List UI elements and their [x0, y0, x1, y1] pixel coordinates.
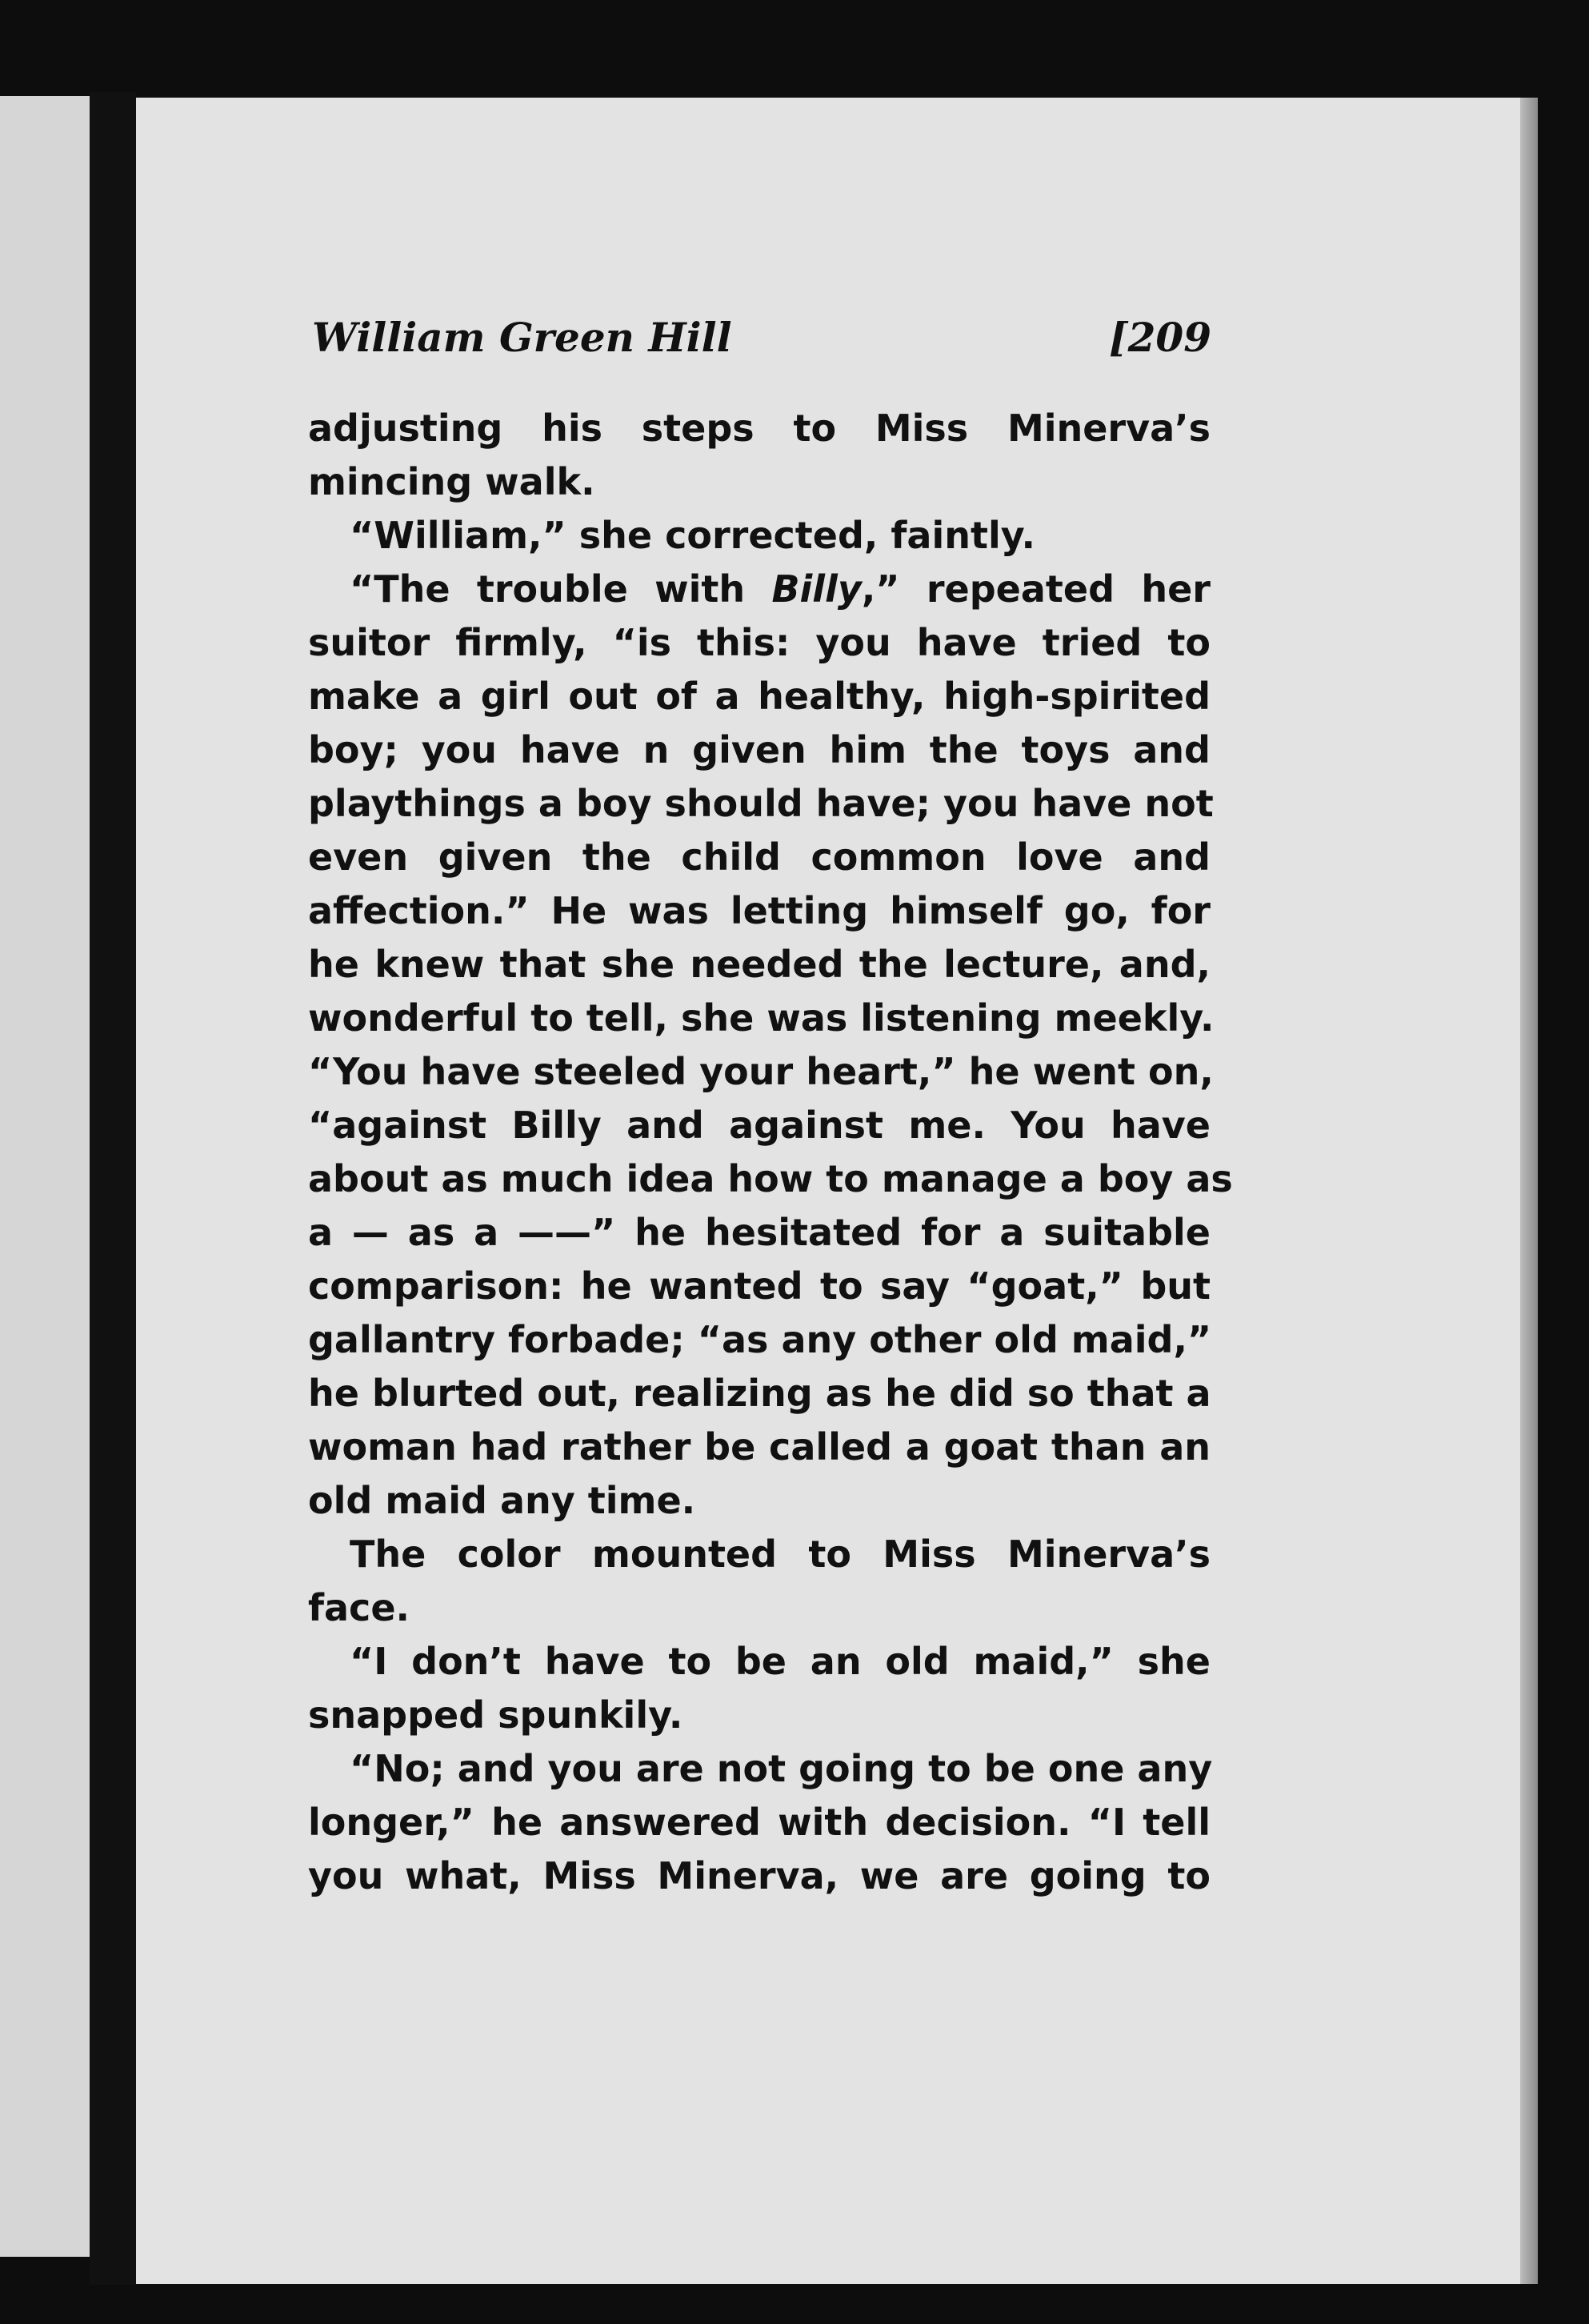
text-line: playthings a boy should have; you have not — [308, 782, 1214, 825]
text-fragment: “The trouble with — [350, 567, 772, 611]
italic-name: Billy — [771, 567, 862, 611]
page-number: [209 — [1108, 314, 1211, 361]
text-line: “No; and you are not going to be one any — [350, 1747, 1213, 1790]
text-line: The color mounted to Miss Minerva’s — [350, 1533, 1211, 1576]
text-line: comparison: he wanted to say “goat,” but — [308, 1264, 1211, 1308]
running-title: William Green Hill — [312, 314, 732, 361]
text-line: he knew that she needed the lecture, and, — [308, 943, 1211, 986]
text-line: suitor firmly, “is this: you have tried to — [308, 621, 1211, 664]
text-line: adjusting his steps to Miss Minerva’s — [308, 407, 1211, 450]
page-header — [312, 314, 1211, 378]
text-line: “against Billy and against me. You have — [308, 1104, 1211, 1147]
text-line: woman had rather be called a goat than an — [308, 1425, 1211, 1469]
text-line: a — as a ——” he hesitated for a suitable — [308, 1211, 1211, 1254]
text-line: about as much idea how to manage a boy as — [308, 1157, 1233, 1200]
book-spine — [90, 92, 136, 2285]
text-line — [308, 563, 1211, 616]
text-line: you what, Miss Minerva, we are going to — [308, 1854, 1211, 1897]
text-line: he blurted out, realizing as he did so that a — [308, 1372, 1211, 1415]
text-line: old maid any time. — [308, 1479, 696, 1522]
text-line: longer,” he answered with decision. “I tell — [308, 1801, 1211, 1844]
text-line: make a girl out of a healthy, high-spirited — [308, 675, 1211, 718]
text-line: “William,” she corrected, faintly. — [350, 514, 1035, 557]
text-fragment: ,” repeated her — [861, 567, 1211, 611]
text-line: gallantry forbade; “as any other old maid,” — [308, 1318, 1212, 1361]
text-line: “I don’t have to be an old maid,” she — [350, 1640, 1211, 1683]
text-line: wonderful to tell, she was listening meekly. — [308, 996, 1215, 1040]
text-line: boy; you have n given him the toys and — [308, 728, 1211, 771]
text-line: snapped spunkily. — [308, 1693, 683, 1737]
page-edge-shadow — [1520, 98, 1538, 2284]
text-line: face. — [308, 1586, 410, 1629]
text-line: affection.” He was letting himself go, for — [308, 889, 1211, 932]
text-line: even given the child common love and — [308, 835, 1211, 879]
text-line: mincing walk. — [308, 460, 595, 503]
body-text — [308, 402, 1233, 1903]
text-line: “You have steeled your heart,” he went on, — [308, 1050, 1214, 1093]
